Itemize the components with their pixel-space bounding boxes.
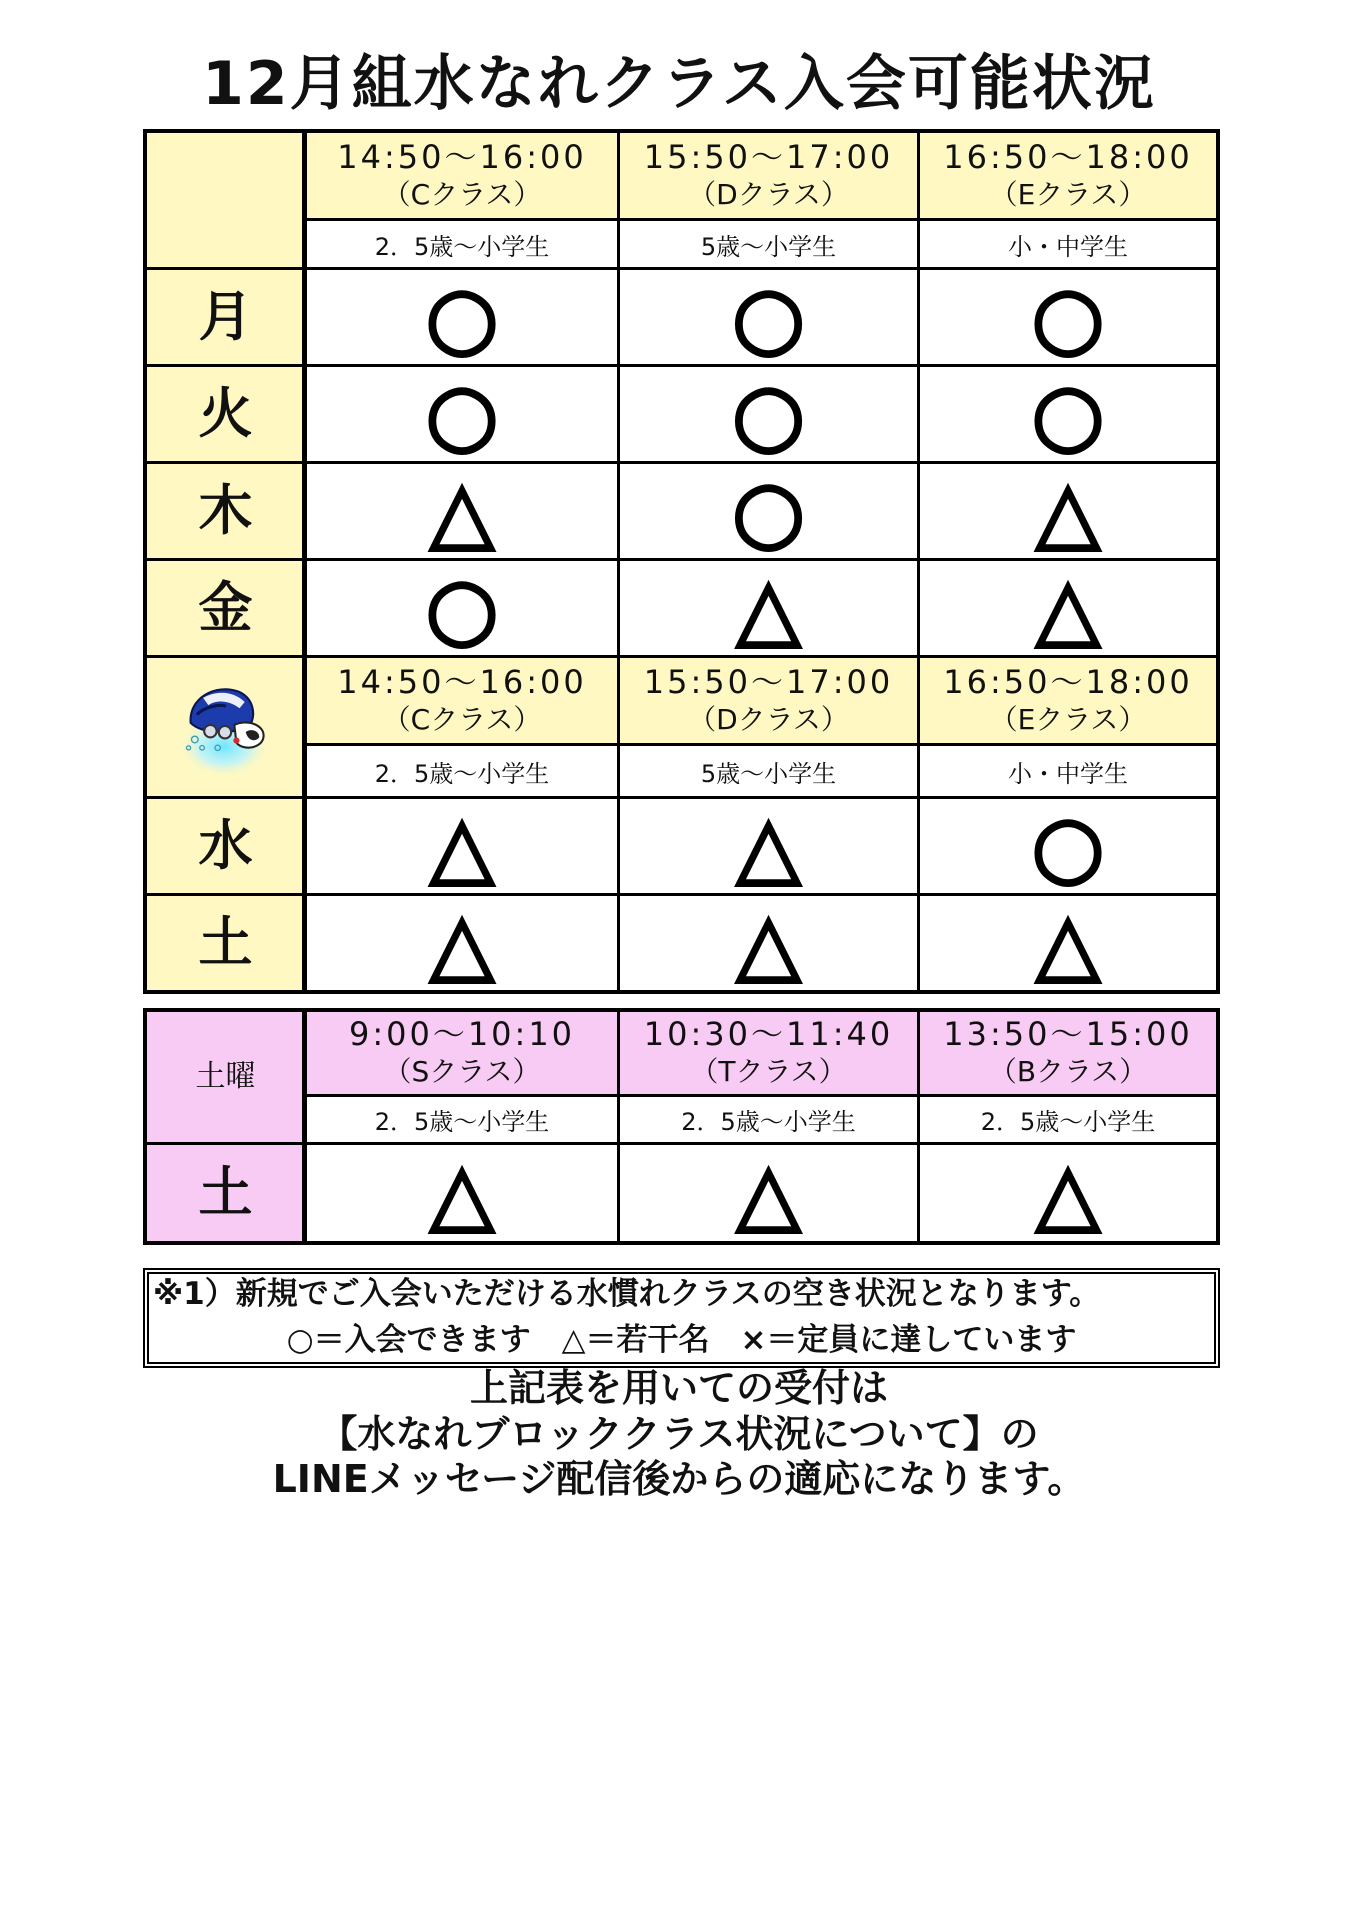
class-name: （Dクラス） bbox=[688, 702, 849, 736]
availability-mon-c: ○ bbox=[307, 270, 617, 364]
class-header-c bbox=[307, 133, 617, 218]
availability-sat-d: △ bbox=[620, 896, 917, 990]
class-time: 15:50～17:00 bbox=[643, 137, 894, 176]
mascot-swimmer-icon bbox=[147, 658, 304, 796]
class-name: （Bクラス） bbox=[988, 1055, 1148, 1088]
availability-thu-c: △ bbox=[307, 464, 617, 558]
availability-fri-e: △ bbox=[920, 561, 1216, 655]
day-label-tue: 火 bbox=[147, 367, 304, 461]
availability-thu-e: △ bbox=[920, 464, 1216, 558]
class-time: 16:50～18:00 bbox=[943, 137, 1193, 176]
availability-fri-d: △ bbox=[620, 561, 917, 655]
availability-sat-s: △ bbox=[307, 1145, 617, 1241]
class-time: 16:50～18:00 bbox=[943, 662, 1193, 701]
day-label-mon: 月 bbox=[147, 270, 304, 364]
class-time: 14:50～16:00 bbox=[337, 137, 587, 176]
class-age-e: 小・中学生 bbox=[920, 221, 1216, 267]
class-age-e: 小・中学生 bbox=[920, 746, 1216, 796]
class-header-s bbox=[307, 1012, 617, 1094]
day-label-wed: 水 bbox=[147, 799, 304, 893]
footer-line: 上記表を用いての受付は bbox=[469, 1366, 888, 1410]
class-header-b bbox=[920, 1012, 1216, 1094]
class-age-c: 2．5歳～小学生 bbox=[307, 746, 617, 796]
note-box bbox=[143, 1268, 1220, 1368]
page-title: 12月組水なれクラス入会可能状況 bbox=[202, 49, 1156, 119]
availability-mon-e: ○ bbox=[920, 270, 1216, 364]
footer-line: LINEメッセージ配信後からの適応になります。 bbox=[272, 1457, 1086, 1501]
class-time: 10:30～11:40 bbox=[643, 1015, 894, 1053]
availability-tue-c: ○ bbox=[307, 367, 617, 461]
class-age-s: 2．5歳～小学生 bbox=[307, 1097, 617, 1142]
class-header-d bbox=[620, 133, 917, 218]
class-age-t: 2．5歳～小学生 bbox=[620, 1097, 917, 1142]
day-label-thu: 木 bbox=[147, 464, 304, 558]
availability-tue-d: ○ bbox=[620, 367, 917, 461]
class-name: （Cクラス） bbox=[382, 702, 542, 736]
class-header-e bbox=[920, 658, 1216, 743]
class-age-c: 2．5歳～小学生 bbox=[307, 221, 617, 267]
class-time: 14:50～16:00 bbox=[337, 662, 587, 701]
class-name: （Sクラス） bbox=[383, 1055, 541, 1088]
footer-notice bbox=[0, 1366, 1358, 1503]
footer-line: 【水なれブロッククラス状況について】の bbox=[319, 1411, 1039, 1456]
class-name: （Eクラス） bbox=[989, 702, 1147, 736]
day-label-sat: 土 bbox=[147, 1145, 304, 1241]
availability-sat-b: △ bbox=[920, 1145, 1216, 1241]
weekday-availability-table bbox=[143, 129, 1220, 994]
class-age-d: 5歳～小学生 bbox=[620, 221, 917, 267]
day-label-fri: 金 bbox=[147, 561, 304, 655]
availability-wed-c: △ bbox=[307, 799, 617, 893]
note-text: ※1）新規でご入会いただける水慣れクラスの空き状況となります。 bbox=[153, 1276, 1101, 1312]
availability-sat-c: △ bbox=[307, 896, 617, 990]
class-time: 15:50～17:00 bbox=[643, 662, 894, 701]
saturday-label: 土曜 bbox=[147, 1012, 304, 1142]
class-time: 13:50～15:00 bbox=[943, 1015, 1193, 1053]
class-header-c bbox=[307, 658, 617, 743]
class-age-d: 5歳～小学生 bbox=[620, 746, 917, 796]
class-header-t bbox=[620, 1012, 917, 1094]
class-name: （Dクラス） bbox=[688, 177, 849, 211]
availability-sat-t: △ bbox=[620, 1145, 917, 1241]
availability-wed-d: △ bbox=[620, 799, 917, 893]
availability-tue-e: ○ bbox=[920, 367, 1216, 461]
availability-sat-e: △ bbox=[920, 896, 1216, 990]
class-header-e bbox=[920, 133, 1216, 218]
legend-text: ○＝入会できます △＝若干名 ×＝定員に達しています bbox=[286, 1322, 1077, 1358]
class-name: （Cクラス） bbox=[382, 177, 542, 211]
saturday-availability-table bbox=[143, 1008, 1220, 1245]
availability-thu-d: ○ bbox=[620, 464, 917, 558]
class-name: （Tクラス） bbox=[690, 1055, 847, 1088]
availability-fri-c: ○ bbox=[307, 561, 617, 655]
class-time: 9:00～10:10 bbox=[348, 1015, 576, 1053]
class-age-b: 2．5歳～小学生 bbox=[920, 1097, 1216, 1142]
day-label-sat: 土 bbox=[147, 896, 304, 990]
mascot-swimmer-graphic bbox=[174, 675, 278, 779]
availability-mon-d: ○ bbox=[620, 270, 917, 364]
availability-wed-e: ○ bbox=[920, 799, 1216, 893]
class-name: （Eクラス） bbox=[989, 177, 1147, 211]
weekday-header-corner bbox=[147, 133, 304, 267]
class-header-d bbox=[620, 658, 917, 743]
